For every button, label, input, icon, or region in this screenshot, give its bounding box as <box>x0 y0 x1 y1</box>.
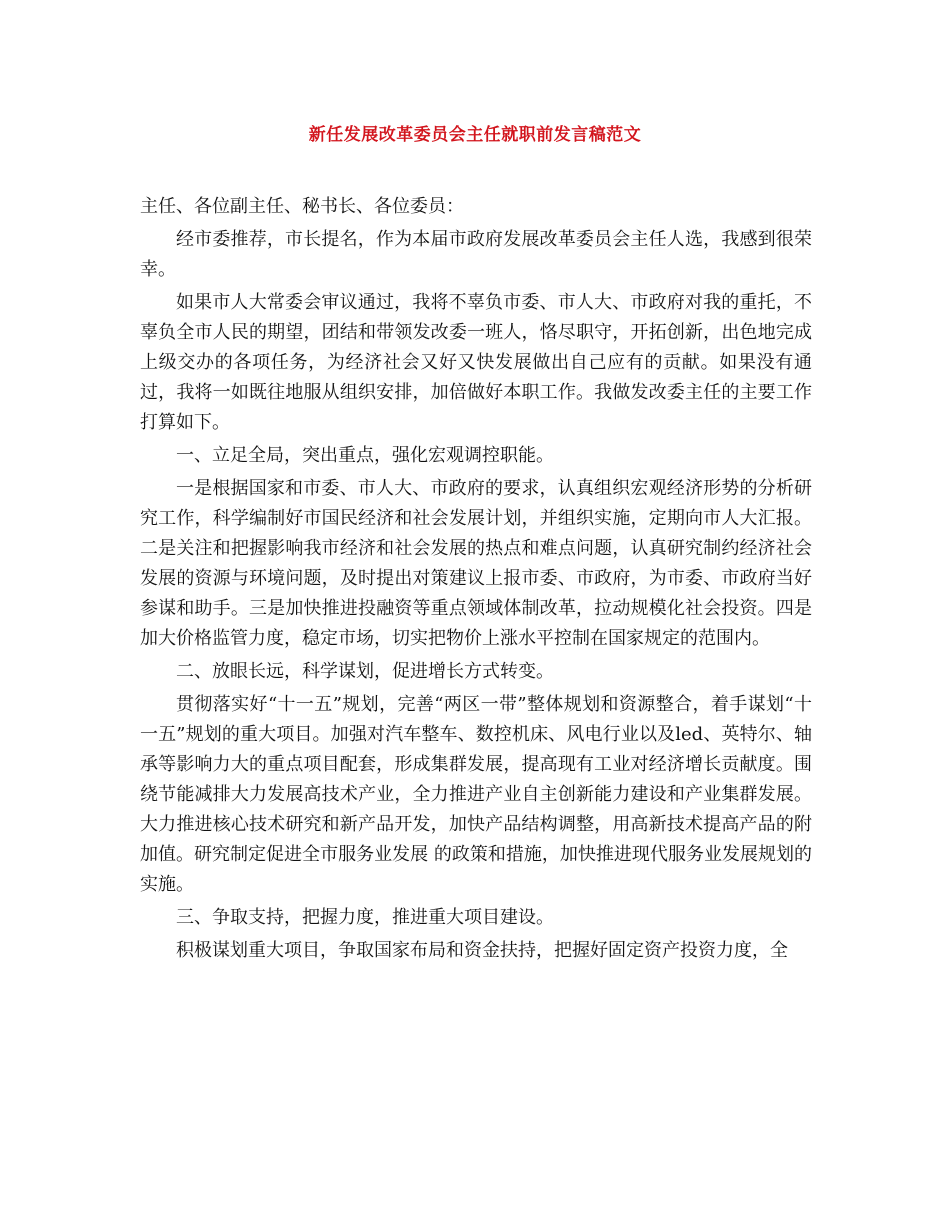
document-title: 新任发展改革委员会主任就职前发言稿范文 <box>308 125 642 145</box>
document-body <box>140 192 812 969</box>
paragraph: 二、放眼长远，科学谋划，促进增长方式转变。 <box>176 661 554 682</box>
paragraph: 一、立足全局，突出重点，强化宏观调控职能。 <box>176 445 554 466</box>
salutation: 主任、各位副主任、秘书长、各位委员： <box>140 196 464 217</box>
paragraph: 一是根据国家和市委、市人大、市政府的要求，认真组织宏观经济形势的分析研究工作，科学编制好市国民经济和社会发展计划，并组织实施，定期向市人大汇报。二是关注和把握影响我市经济和社会发展的热点和难点问题，认真研究制约经济社会发展的资源与环境问题，及时提出对策建议上报市委、市政府，为市委、市政府当好参谋和助手。三是加快推进投融资等重点领域体制改革，拉动规模化社会投资。四是加大价格监管力度，稳定市场，切实把物价上涨水平控制在国家规定的范围内。 <box>140 478 812 649</box>
paragraph: 贯彻落实好“十一五”规划，完善“两区一带”整体规划和资源整合，着手谋划“十一五”规划的重大项目。加强对汽车整车、数控机床、风电行业以及led、英特尔、轴承等影响力大的重点项目配套，形成集群发展，提高现有工业对经济增长贡献度。围绕节能减排大力发展高技术产业，全力推进产业自主创新能力建设和产业集群发展。大力推进核心技术研究和新产品开发，加快产品结构调整，用高新技术提高产品的附加值。研究制定促进全市服务业发展 的政策和措施，加快推进现代服务业发展规划的实施。 <box>140 694 812 895</box>
paragraph: 积极谋划重大项目，争取国家布局和资金扶持，把握好固定资产投资力度，全 <box>176 940 788 961</box>
paragraph: 经市委推荐，市长提名，作为本届市政府发展改革委员会主任人选，我感到很荣幸。 <box>140 229 812 280</box>
paragraph: 三、争取支持，把握力度，推进重大项目建设。 <box>176 907 554 928</box>
paragraph: 如果市人大常委会审议通过，我将不辜负市委、市人大、市政府对我的重托，不辜负全市人民的期望，团结和带领发改委一班人，恪尽职守，开拓创新，出色地完成上级交办的各项任务，为经济社会又好又快发展做出自己应有的贡献。如果没有通过，我将一如既往地服从组织安排，加倍做好本职工作。我做发改委主任的主要工作打算如下。 <box>140 292 812 433</box>
